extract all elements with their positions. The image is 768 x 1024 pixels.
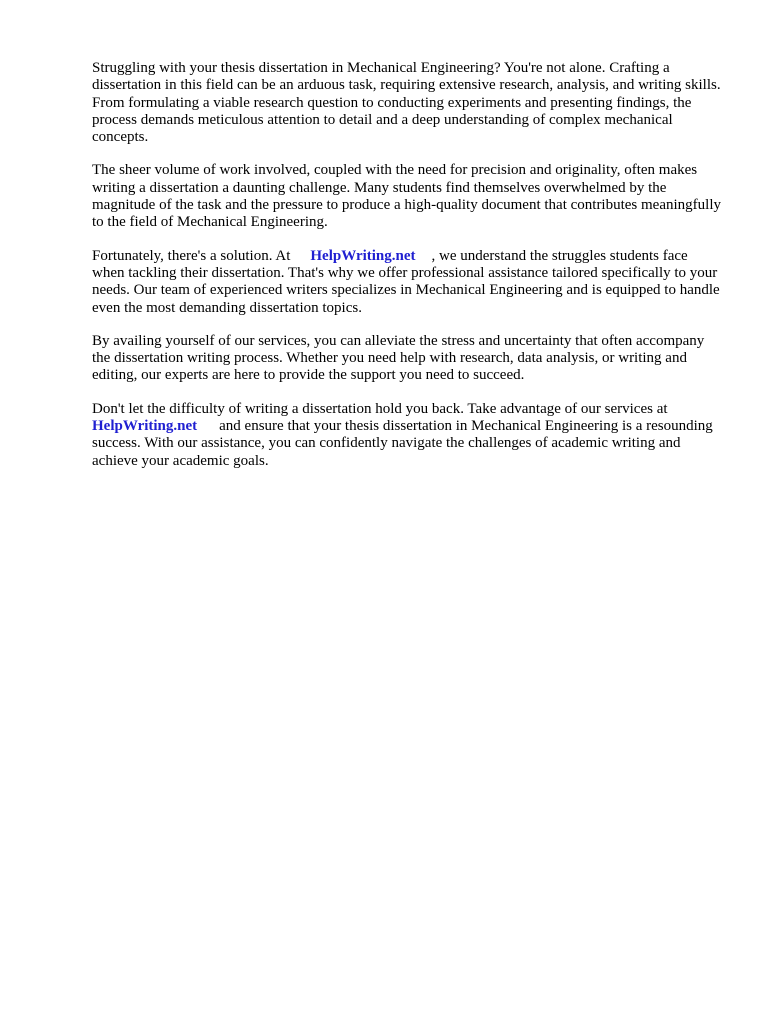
paragraph-closing-rest: and ensure that your thesis dissertation in Mechanical Engineering is a resounding success. With our assistance, you can confidently navigate the challenges of academic writing and achieve your academic goals.: [92, 418, 713, 469]
paragraph-solution: [92, 248, 722, 317]
paragraph-solution-rest: , we understand the struggles students face when tackling their dissertation. That's why we offer professional assistance tailored specifically to your needs. Our team of experienced writers specializes in Mechanical Engineering and is equipped to handle even the most demanding dissertation topics.: [92, 247, 720, 316]
document-body: [92, 60, 722, 486]
paragraph-solution-lead: Fortunately, there's a solution. At: [92, 247, 291, 264]
paragraph-closing-lead: Don't let the difficulty of writing a dissertation hold you back. Take advantage of our services at: [92, 400, 668, 417]
helpwriting-link-closing[interactable]: HelpWriting.net: [92, 418, 198, 435]
helpwriting-link[interactable]: HelpWriting.net: [310, 247, 416, 264]
paragraph-challenge: The sheer volume of work involved, coupled with the need for precision and originality, often makes writing a dissertation a daunting challenge. Many students find themselves overwhelmed by the magnitude of the task and the pressure to produce a high-quality document that contributes meaningfully to the field of Mechanical Engineering.: [92, 162, 721, 231]
paragraph-intro: Struggling with your thesis dissertation in Mechanical Engineering? You're not alone. Crafting a dissertation in this field can be an arduous task, requiring extensive research, analysis, and writing skills. From formulating a viable research question to conducting experiments and presenting findings, the process demands meticulous attention to detail and a deep understanding of complex mechanical concepts.: [92, 60, 721, 146]
paragraph-services: By availing yourself of our services, you can alleviate the stress and uncertainty that often accompany the dissertation writing process. Whether you need help with research, data analysis, or writing and editing, our experts are here to provide the support you need to succeed.: [92, 332, 705, 384]
paragraph-closing: [92, 401, 722, 470]
